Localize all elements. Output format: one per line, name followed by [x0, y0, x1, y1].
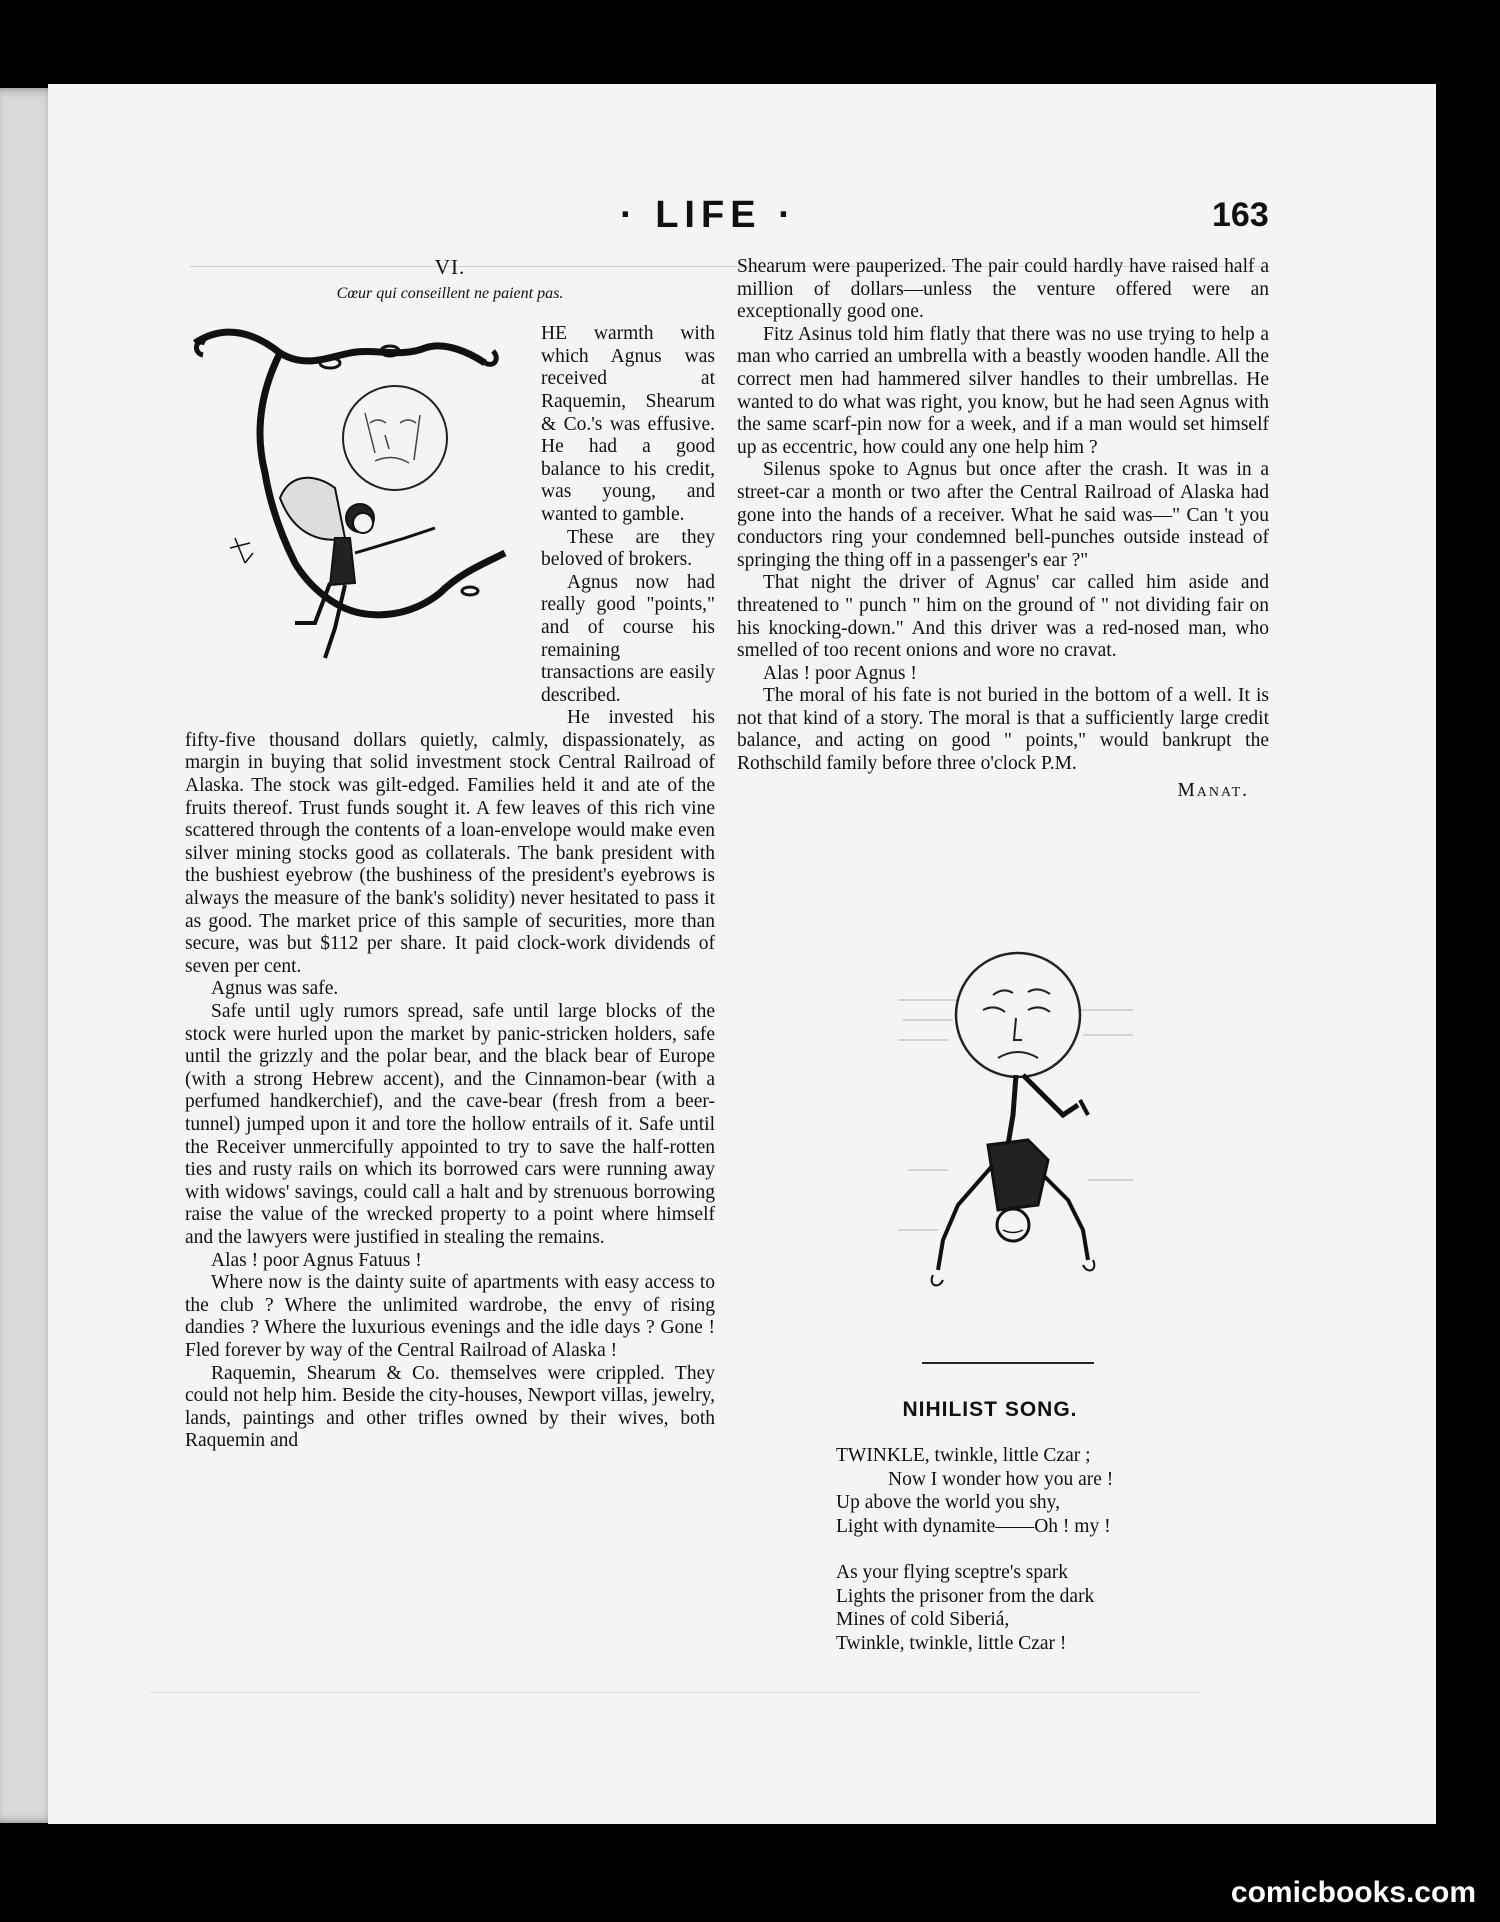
stanza-gap [836, 1538, 1236, 1561]
poem-line: Lights the prisoner from the dark [836, 1585, 1095, 1607]
section-divider [922, 1362, 1094, 1364]
paragraph: These are they beloved of brokers. [541, 526, 715, 571]
opening-paragraph: HE warmth with which Agnus was received at Raquemin, Shearum & Co.'s was effusive. He had a good balance to his credit, was young, and wanted to gamble. [541, 323, 715, 525]
paragraph: Raquemin, Shearum & Co. themselves were crippled. They could not help him. Beside the city-houses, Newport villas, jewelry, lands, paintings and other trifles owned by their wives, both Raquemin and [185, 1362, 715, 1452]
author-signature: Manat. [1177, 779, 1249, 801]
paragraph: Shearum were pauperized. The pair could hardly have raised half a million of dollars—unless the venture offered were an exceptionally good one. [737, 256, 1269, 323]
paragraph: Agnus was safe. [211, 978, 339, 1000]
paragraph: That night the driver of Agnus' car called him aside and threatened to " punch " him on the ground of " not dividing fair on his knocking-down." And this driver was a red-nosed man, who smelled of too recent onions and wore no cravat. [737, 572, 1269, 662]
poem-body [836, 1444, 1236, 1655]
paragraph: Where now is the dainty suite of apartments with easy access to the club ? Where the unlimited wardrobe, the envy of rising dandies ? Where the luxurious evenings and the idle days ? Gone ! Fled forever by way of the Central Railroad of Alaska ! [185, 1272, 715, 1361]
left-column [185, 256, 715, 1453]
paragraph: Agnus now had really good "points," and of course his remaining transactions are easily described. [541, 571, 715, 706]
epigraph: Cœur qui conseillent ne paient pas. [336, 284, 564, 302]
right-column [737, 256, 1269, 802]
moon-vine-drawing [185, 323, 535, 713]
poem-line: TWINKLE, twinkle, little Czar ; [836, 1445, 1091, 1466]
poem-line: As your flying sceptre's spark [836, 1562, 1069, 1583]
moon-vine-illustration [185, 323, 535, 713]
page-number: 163 [1212, 196, 1269, 234]
paragraph: Fitz Asinus told him flatly that there was no use trying to help a man who carried an umbrella with a beastly wooden handle. All the correct men had hammered silver handles to their umbrellas. He wanted to do what was right, you know, but he had seen Agnus with the same scarf-pin now for a week, and if a man would set himself up as eccentric, how could any one help him ? [737, 323, 1269, 458]
poem-line: Now I wonder how you are ! [888, 1468, 1114, 1490]
poem-line: Up above the world you shy, [836, 1492, 1061, 1513]
paragraph: Alas ! poor Agnus Fatuus ! [211, 1249, 422, 1271]
poem-line: Mines of cold Siberiá, [836, 1609, 1010, 1630]
paragraph: He invested his fifty-five thousand dollars quietly, calmly, dispassionately, as margin in buying that solid investment stock Central Railroad of Alaska. The stock was gilt-edged. Families held it and ate of the fruits thereof. Trust funds sought it. A few leaves of this rich vine scattered through the contents of a loan-envelope would make even silver mining stocks good as collaterals. The bank president with the bushiest eyebrow (the bushiness of the president's eyebrows is always the measure of the bank's solidity) never hesitated to pass it as good. The market price of this sample of securities, more than secure, was but $112 per share. It paid clock-work dividends of seven per cent. [185, 707, 715, 977]
bottom-rule [150, 1692, 1200, 1693]
falling-man-drawing [898, 940, 1138, 1330]
poem-line: Twinkle, twinkle, little Czar ! [836, 1632, 1067, 1654]
site-watermark: comicbooks.com [1230, 1876, 1476, 1909]
section-number: VI. [434, 255, 466, 279]
falling-man-moon-illustration [898, 940, 1138, 1330]
poem-title: NIHILIST SONG. [902, 1398, 1078, 1421]
magazine-title: · LIFE · [620, 194, 797, 236]
paragraph: Alas ! poor Agnus ! [763, 662, 917, 684]
paragraph: Safe until ugly rumors spread, safe until large blocks of the stock were hurled upon the market by panic-stricken holders, safe until the grizzly and the polar bear, and the black bear of Europe (with a strong Hebrew accent), and the Cinnamon-bear (with a perfumed handkerchief), and the cave-bear (fresh from a beer-tunnel) jumped upon it and tore the hollow entrails of it. Safe until the Receiver unmercifully appointed to try to save the half-rotten ties and rusty rails on which its borrowed cars were running away with widows' savings, could call a halt and by strenuous borrowing raise the value of the wrecked property to a point where himself and the lawyers were justified in stealing the remains. [185, 1001, 715, 1248]
poem-line: Light with dynamite——Oh ! my ! [836, 1515, 1111, 1537]
paragraph: The moral of his fate is not buried in the bottom of a well. It is not that kind of a story. The moral is that a sufficiently large credit balance, and acting on good " points," would bankrupt the Rothschild family before three o'clock P.M. [737, 685, 1269, 775]
paragraph: Silenus spoke to Agnus but once after the crash. It was in a street-car a month or two after the Central Railroad of Alaska had gone into the hands of a receiver. What he said was—" Can 't you conductors ring your condemned bell-punches outside instead of springing the thing off in a passenger's ear ?" [737, 459, 1269, 571]
